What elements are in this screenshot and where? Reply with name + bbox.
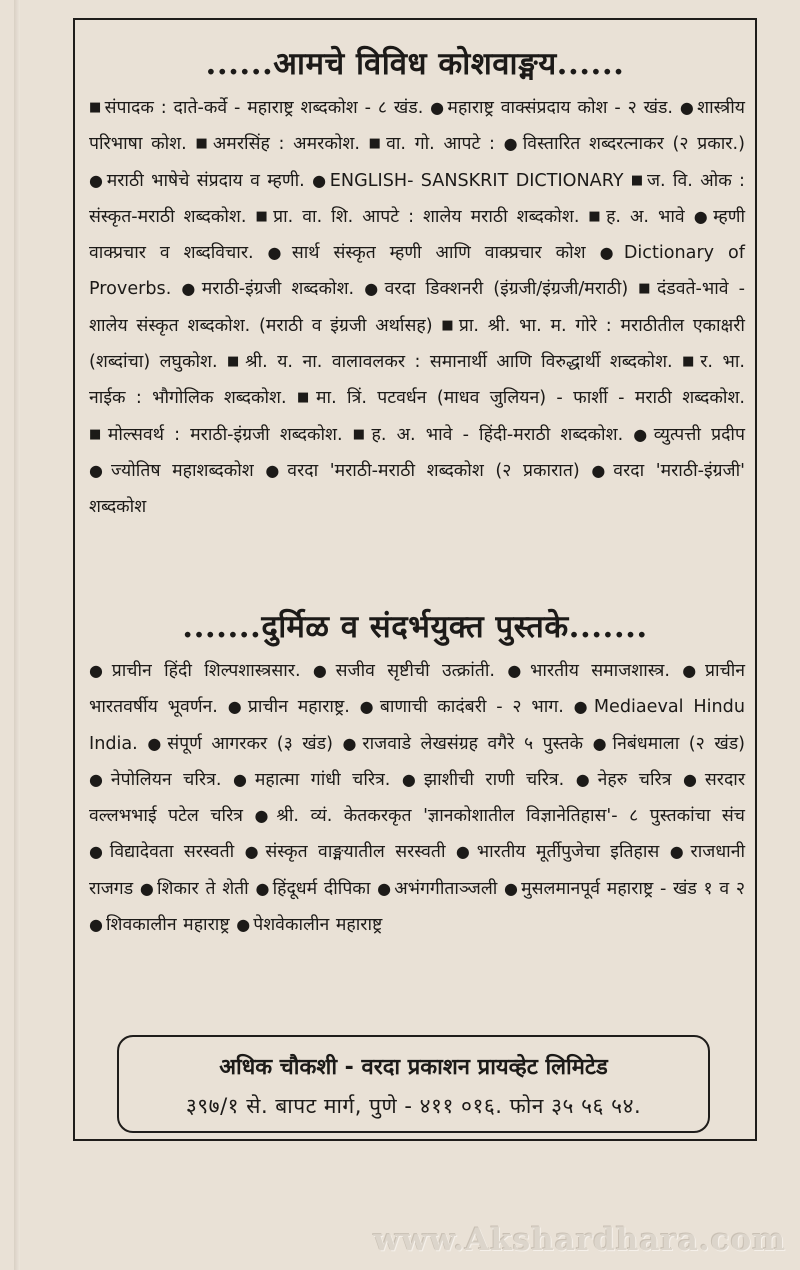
bullet-marker-icon: ● — [312, 661, 333, 680]
catalog-item-text: वरदा डिक्शनरी (इंग्रजी/इंग्रजी/मराठी) — [384, 279, 629, 300]
catalog-item-text: Dictionary of Proverbs. — [89, 243, 745, 300]
catalog-item-text: प्रा. वा. शि. आपटे : शालेय मराठी शब्दकोश. — [273, 206, 580, 227]
catalog-item-text: वा. गो. आपटे : — [386, 134, 504, 155]
rare-books-list — [89, 653, 745, 943]
catalog-item-text: शिवकालीन महाराष्ट्र — [105, 915, 230, 936]
catalog-item-text: झाशीची राणी चरित्र. — [423, 769, 565, 790]
catalog-item — [576, 770, 672, 790]
bullet-marker-icon: ● — [89, 170, 104, 190]
catalog-item — [360, 697, 564, 717]
contact-publisher: अधिक चौकशी - वरदा प्रकाशन प्रायव्हेट लिमिटेड — [219, 1055, 608, 1080]
catalog-item — [633, 425, 745, 445]
bullet-marker-icon: ● — [267, 243, 289, 263]
catalog-item — [181, 279, 354, 299]
bullet-marker-icon: ● — [573, 697, 591, 717]
catalog-item — [89, 98, 423, 118]
catalog-item-text: Mediaeval Hindu India. — [89, 697, 745, 754]
catalog-item-text: ह. अ. भावे — [606, 206, 685, 227]
catalog-item-text: राजधानी राजगड — [89, 842, 746, 899]
catalog-item — [313, 661, 495, 681]
page-edge — [14, 0, 20, 1270]
square-marker-icon: ■ — [296, 390, 314, 406]
catalog-item-text: सजीव सृष्टीची उत्क्रांती. — [335, 661, 495, 681]
catalog-item-text: र. भा. नाईक : भौगोलिक शब्दकोश. — [89, 352, 745, 409]
catalog-item — [236, 915, 382, 935]
catalog-item-text: ENGLISH- SANSKRIT DICTIONARY — [329, 170, 624, 191]
square-marker-icon: ■ — [682, 354, 698, 370]
catalog-item-text: अमरसिंह : अमरकोश. — [212, 134, 360, 155]
section-title-dictionaries: ......आमचे विविध कोशवाङ्मय...... — [205, 46, 625, 82]
catalog-item — [89, 770, 221, 790]
square-marker-icon: ■ — [227, 354, 243, 370]
catalog-item — [140, 879, 249, 899]
catalog-item-text: शिकार ते शेती — [156, 878, 249, 899]
catalog-item — [227, 352, 673, 372]
catalog-item — [233, 770, 390, 790]
bullet-marker-icon: ● — [599, 243, 621, 263]
catalog-item-text: मराठी-इंग्रजी शब्दकोश. — [201, 279, 355, 300]
catalog-item — [89, 661, 301, 681]
catalog-frame — [73, 18, 757, 1141]
bullet-marker-icon: ● — [255, 878, 270, 898]
section-title-rare-books: .......दुर्मिळ व संदर्भयुक्त पुस्तके....... — [182, 609, 648, 645]
catalog-item — [268, 243, 586, 263]
square-marker-icon: ■ — [89, 100, 102, 115]
catalog-item — [195, 134, 360, 154]
catalog-item-text: व्युत्पत्ती प्रदीप — [653, 424, 745, 445]
catalog-item — [593, 734, 745, 754]
catalog-item — [255, 806, 745, 826]
catalog-item — [504, 134, 745, 154]
catalog-item — [456, 842, 659, 862]
bullet-marker-icon: ● — [504, 878, 519, 898]
bullet-marker-icon: ● — [682, 661, 702, 680]
catalog-item — [228, 697, 350, 717]
bullet-marker-icon: ● — [244, 842, 263, 862]
catalog-item — [504, 879, 745, 899]
catalog-item-text: सरदार वल्लभभाई पटेल चरित्र — [89, 769, 746, 827]
square-marker-icon: ■ — [368, 136, 384, 152]
catalog-item-text: बाणाची कादंबरी - २ भाग. — [379, 697, 564, 718]
catalog-item-text: श्री. व्यं. केतकरकृत 'ज्ञानकोशातील विज्ञानेतिहास'- ८ पुस्तकांचा संच — [276, 806, 745, 827]
catalog-item-text: नेपोलियन चरित्र. — [110, 769, 222, 790]
square-marker-icon: ■ — [89, 426, 105, 442]
catalog-item — [588, 207, 684, 227]
bullet-marker-icon: ● — [669, 842, 688, 862]
bullet-marker-icon: ● — [147, 733, 165, 753]
bullet-marker-icon: ● — [377, 878, 392, 898]
catalog-item — [245, 842, 446, 862]
catalog-item — [343, 734, 584, 754]
catalog-item-text: भारतीय समाजशास्त्र. — [530, 661, 670, 681]
bullet-marker-icon: ● — [89, 460, 108, 480]
catalog-item — [377, 879, 497, 899]
bullet-marker-icon: ● — [575, 769, 595, 789]
bullet-marker-icon: ● — [342, 733, 360, 753]
catalog-item-text: म्हणी वाक्प्रचार व शब्दविचार. — [89, 206, 745, 264]
catalog-item-text: हिंदूधर्म दीपिका — [272, 878, 371, 899]
square-marker-icon: ■ — [588, 208, 604, 224]
catalog-item — [89, 915, 230, 935]
catalog-item-text: मराठी भाषेचे संप्रदाय व म्हणी. — [106, 170, 305, 191]
bullet-marker-icon: ● — [401, 769, 421, 789]
catalog-item — [312, 171, 623, 191]
bullet-marker-icon: ● — [591, 460, 611, 480]
catalog-item — [402, 770, 564, 790]
square-marker-icon: ■ — [441, 317, 456, 333]
bullet-marker-icon: ● — [679, 98, 695, 117]
catalog-item — [265, 461, 579, 481]
bullet-marker-icon: ● — [507, 661, 528, 680]
catalog-item-text: दंडवते-भावे - शालेय संस्कृत शब्दकोश. (मराठी व इंग्रजी अर्थासह) — [89, 279, 745, 336]
catalog-item-text: नेहरु चरित्र — [597, 769, 672, 790]
catalog-item-text: निबंधमाला (२ खंड) — [612, 733, 746, 754]
catalog-item-text: विद्यादेवता सरस्वती — [109, 842, 235, 863]
catalog-item-text: वरदा 'मराठी-इंग्रजी' शब्दकोश — [89, 460, 745, 518]
catalog-item-text: प्राचीन भारतवर्षीय भूवर्णन. — [89, 661, 746, 718]
bullet-marker-icon: ● — [89, 915, 103, 935]
bullet-marker-icon: ● — [265, 460, 285, 480]
catalog-item — [430, 98, 673, 118]
catalog-item — [369, 134, 504, 154]
catalog-item — [364, 279, 628, 299]
catalog-item — [89, 461, 254, 481]
bullet-marker-icon: ● — [181, 279, 199, 299]
catalog-item-text: ह. अ. भावे - हिंदी-मराठी शब्दकोश. — [371, 424, 624, 445]
watermark: www.Akshardhara.com — [373, 1222, 786, 1258]
square-marker-icon: ■ — [630, 172, 644, 188]
square-marker-icon: ■ — [195, 136, 210, 152]
catalog-item — [147, 734, 333, 754]
bullet-marker-icon: ● — [139, 878, 154, 898]
bullet-marker-icon: ● — [236, 915, 251, 935]
bullet-marker-icon: ● — [633, 424, 651, 444]
bullet-marker-icon: ● — [89, 842, 107, 862]
catalog-item — [255, 207, 579, 227]
catalog-item-text: श्री. य. ना. वालावलकर : समानार्थी आणि विरुद्धार्थी शब्दकोश. — [245, 352, 673, 373]
bullet-marker-icon: ● — [455, 842, 474, 862]
catalog-item-text: पेशवेकालीन महाराष्ट्र — [253, 915, 383, 936]
catalog-item — [89, 171, 305, 191]
contact-box — [117, 1035, 710, 1133]
catalog-item-text: मोल्सवर्थ : मराठी-इंग्रजी शब्दकोश. — [107, 424, 343, 445]
bullet-marker-icon: ● — [254, 806, 274, 826]
contact-address: ३९७/१ से. बापट मार्ग, पुणे - ४११ ०१६. फोन ३५ ५६ ५४. — [185, 1094, 642, 1118]
catalog-item-text: प्राचीन महाराष्ट्र. — [247, 697, 350, 718]
bullet-marker-icon: ● — [89, 769, 108, 789]
catalog-item-text: विस्तारित शब्दरत्नाकर (२ प्रकार.) — [522, 134, 745, 155]
square-marker-icon: ■ — [638, 281, 654, 297]
bullet-marker-icon: ● — [232, 769, 252, 789]
bullet-marker-icon: ● — [430, 98, 445, 117]
catalog-item-text: प्राचीन हिंदी शिल्पशास्त्रसार. — [111, 661, 301, 681]
bullet-marker-icon: ● — [89, 661, 109, 680]
catalog-item-text: सार्थ संस्कृत म्हणी आणि वाक्प्रचार कोश — [291, 243, 586, 264]
catalog-item-text: ज. वि. ओक : संस्कृत-मराठी शब्दकोश. — [89, 170, 745, 227]
catalog-item — [297, 388, 745, 408]
catalog-item-text: वरदा 'मराठी-मराठी शब्दकोश (२ प्रकारात) — [287, 460, 580, 481]
bullet-marker-icon: ● — [503, 134, 520, 154]
catalog-item — [507, 661, 670, 681]
catalog-item-text: महात्मा गांधी चरित्र. — [254, 769, 391, 790]
bullet-marker-icon: ● — [312, 170, 327, 190]
bullet-marker-icon: ● — [592, 733, 610, 753]
catalog-item-text: मुसलमानपूर्व महाराष्ट्र - खंड १ व २ — [521, 878, 746, 899]
catalog-item-text: महाराष्ट्र वाक्संप्रदाय कोश - २ खंड. — [447, 98, 674, 118]
square-marker-icon: ■ — [352, 426, 369, 442]
catalog-item-text: संपादक : दाते-कर्वे - महाराष्ट्र शब्दकोश - ८ खंड. — [104, 98, 424, 118]
catalog-item-text: भारतीय मूर्तीपुजेचा इतिहास — [476, 842, 660, 863]
dictionaries-list — [89, 90, 745, 526]
catalog-item-text: राजवाडे लेखसंग्रह वगैरे ५ पुस्तके — [362, 733, 584, 754]
bullet-marker-icon: ● — [364, 279, 382, 299]
bullet-marker-icon: ● — [682, 769, 702, 789]
catalog-item-text: शास्त्रीय परिभाषा कोश. — [89, 98, 745, 155]
catalog-item — [353, 425, 623, 445]
square-marker-icon: ■ — [255, 208, 271, 224]
bullet-marker-icon: ● — [359, 697, 377, 717]
catalog-item-text: संपूर्ण आगरकर (३ खंड) — [167, 733, 333, 754]
catalog-item — [89, 842, 234, 862]
catalog-item-text: संस्कृत वाङ्मयातील सरस्वती — [265, 842, 446, 863]
catalog-item — [89, 425, 343, 445]
bullet-marker-icon: ● — [693, 206, 711, 226]
catalog-item-text: अभंगगीताञ्जली — [394, 878, 498, 899]
catalog-item-text: ज्योतिष महाशब्दकोश — [110, 460, 254, 481]
catalog-item-text: प्रा. श्री. भा. म. गोरे : मराठीतील एकाक्षरी (शब्दांचा) लघुकोश. — [89, 315, 745, 373]
bullet-marker-icon: ● — [227, 697, 245, 717]
catalog-item — [255, 879, 370, 899]
catalog-item-text: मा. त्रिं. पटवर्धन (माधव जुलियन) - फार्शी - मराठी शब्दकोश. — [316, 388, 746, 409]
